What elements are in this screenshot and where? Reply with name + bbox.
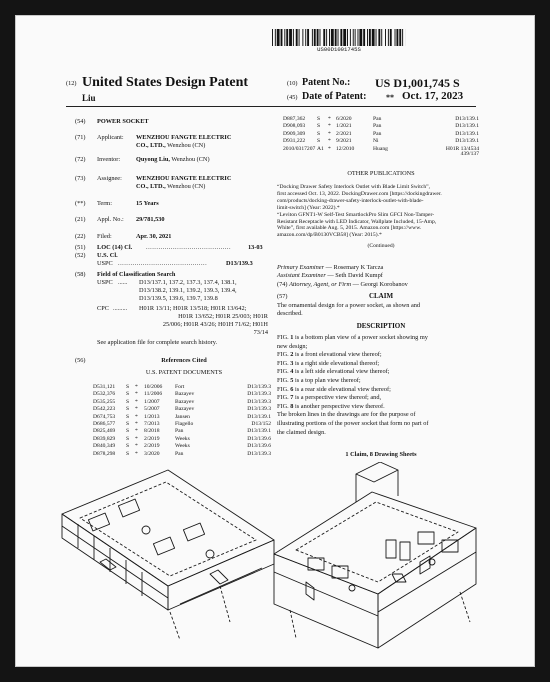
fs-uspc-label: USPC (97, 279, 113, 286)
description-line (277, 368, 389, 375)
ref-kind: S (317, 130, 321, 137)
barcode-bar (343, 29, 346, 46)
description-line (277, 394, 381, 401)
applicant-name: WENZHOU FANGTE ELECTRIC (136, 134, 232, 141)
barcode-bar (284, 29, 285, 46)
fig-caption: is a perspective view thereof; and, (293, 394, 382, 402)
ref-kind: S (317, 116, 321, 122)
fig-caption: is a left side elevational view thereof; (293, 368, 390, 376)
barcode-bar (353, 29, 354, 46)
term-value: 15 Years (136, 200, 159, 207)
ref-number: D840,349 (93, 443, 116, 450)
ref-star: * (328, 130, 331, 137)
publication-line: “Leviton GFNT1-W Self-Test SmartlockPro Slim GFCI Non-Tamper- (277, 211, 435, 218)
ref-star: * (328, 138, 331, 145)
ref-kind: S (126, 435, 130, 442)
ref-number: D535,255 (93, 398, 116, 405)
ref-number: D839,829 (93, 435, 116, 442)
fig-caption: is a bottom plan view of a power socket showing my (293, 334, 428, 341)
ref-kind: S (317, 138, 321, 145)
ref-class: D13/139.1 (455, 138, 479, 145)
barcode-bar (363, 29, 365, 46)
ref-number: D686,577 (93, 421, 116, 427)
attorney-label: Attorney, Agent, or Firm (289, 281, 352, 288)
ref-date: 2/2019 (144, 443, 160, 450)
ref-class: D13/139.3 (247, 384, 271, 390)
ref-date: 10/2006 (144, 384, 163, 390)
ref-class: D13/139.3 (247, 398, 271, 405)
barcode-bar (286, 29, 288, 46)
barcode-bar (399, 29, 401, 46)
date-label: Date of Patent: (302, 91, 367, 102)
ref-name: Fort (175, 384, 185, 390)
barcode-bar (355, 29, 356, 46)
ref-name: Weeks (175, 435, 190, 442)
ref-number: D878,298 (93, 450, 116, 457)
ref-date: 2/2019 (144, 435, 160, 442)
fig-number: 7 (290, 394, 294, 402)
appl-no-label: Appl. No.: (97, 216, 124, 223)
assignee-line2 (136, 183, 205, 190)
barcode-bar (335, 29, 337, 46)
claim-title: CLAIM (368, 292, 394, 300)
fs-uspc-line-3: D13/139.5, 139.6, 139.7, 139.8 (139, 295, 218, 302)
fig-prefix: FIG. (277, 368, 291, 376)
claims-sheets-summary: 1 Claim, 8 Drawing Sheets (345, 451, 417, 458)
barcode-bar (390, 29, 392, 46)
ref-star: * (135, 428, 138, 435)
ref-date: 2/2021 (336, 130, 352, 137)
publication-line: amazon.com/dp/B0130VCB58] (Year: 2015).* (277, 232, 382, 239)
code-52: (52) (75, 252, 86, 259)
ref-date: 5/2007 (144, 406, 160, 413)
inventor-surname: Liu (82, 93, 96, 103)
description-line (277, 403, 385, 410)
barcode-bar (329, 29, 330, 46)
barcode-number: US00D1001745S (317, 46, 361, 53)
description-line: illustrating portions of the power socket that form no part of (277, 420, 429, 427)
ref-number: D674,753 (93, 413, 116, 420)
barcode-bar (307, 29, 309, 46)
ref-star: * (135, 435, 138, 442)
barcode-bar (396, 29, 398, 46)
code-57: (57) (277, 293, 288, 300)
description-title: DESCRIPTION (356, 322, 406, 330)
ref-name: Pan (373, 116, 382, 122)
code-71: (71) (75, 134, 86, 141)
patent-date: Oct. 17, 2023 (402, 90, 464, 102)
publication-line: first accessed Oct. 13, 2022. DockingDrawer.com [https://dockingdrawer. (277, 190, 442, 197)
ref-number: D931,222 (283, 138, 306, 145)
barcode-bar (281, 29, 283, 46)
loc-value: 13-03 (248, 244, 263, 251)
ref-name: Bazayev (175, 406, 195, 413)
barcode-bar (314, 29, 316, 46)
description-line (277, 351, 382, 358)
primary-examiner-label: Primary Examiner (277, 264, 325, 271)
barcode-bar (369, 29, 371, 46)
assignee-name-2: CO., LTD., (136, 183, 166, 190)
ref-date: 6/2020 (336, 116, 352, 122)
fs-cpc-line-1: H01R 13/11; H01R 13/518; H01R 13/642; (139, 305, 247, 312)
ref-kind: S (126, 413, 130, 420)
publication-line: Resistant Receptacle with LED Indicator, Wallplate Included, 15-Amp, (277, 218, 437, 225)
ref-number: D531,121 (93, 384, 116, 390)
description-line (277, 334, 428, 341)
ref-kind: S (317, 123, 321, 130)
date-marker: ** (386, 93, 394, 102)
fig-caption: is a right side elevational thereof; (293, 359, 380, 367)
assistant-examiner-label: Assistant Examiner (277, 272, 326, 279)
fig-prefix: FIG. (277, 351, 291, 359)
ref-kind: S (126, 450, 130, 457)
assignee-name: WENZHOU FANGTE ELECTRIC (136, 175, 232, 182)
code-21: (21) (75, 216, 86, 223)
fig-prefix: FIG. (277, 385, 291, 393)
ref-star: * (135, 413, 138, 420)
barcode-bar (293, 29, 294, 46)
us-patent-docs-title: U.S. PATENT DOCUMENTS (145, 369, 223, 376)
ref-kind: S (126, 428, 130, 435)
fig-number: 5 (290, 377, 294, 384)
fig-number: 2 (290, 351, 294, 359)
barcode-bar (275, 29, 276, 46)
assignee-city: Wenzhou (CN) (165, 183, 206, 190)
primary-examiner (277, 264, 383, 271)
fs-cpc-label: CPC (97, 305, 109, 312)
barcode-bar (350, 29, 351, 46)
filed-label: Filed: (97, 233, 112, 240)
ref-class: D13/139.1 (247, 413, 271, 420)
ref-number: D825,469 (93, 428, 116, 435)
uspc-leader: ........................................... (118, 260, 208, 267)
barcode-bar (289, 29, 292, 46)
ref-kind: S (126, 421, 130, 427)
description-line: new design; (277, 342, 308, 350)
ref-name: Bazayev (175, 398, 195, 405)
ref-name: Pan (373, 130, 382, 137)
fs-cpc-line-4: 73/14 (253, 329, 268, 336)
code-term: (**) (75, 200, 86, 207)
ref-star: * (135, 443, 138, 450)
barcode-bar (305, 29, 306, 46)
fig-number: 4 (290, 368, 294, 376)
loc-leader: ......................................... (146, 244, 232, 251)
ref-name: Pan (373, 123, 382, 130)
fig-caption: is another perspective view thereof. (293, 402, 385, 410)
assistant-examiner (277, 272, 383, 279)
barcode-bar (340, 29, 342, 46)
barcode-bar (277, 29, 280, 46)
appl-no-value: 29/781,530 (136, 216, 165, 223)
fig-caption: is a top plan view thereof; (293, 377, 361, 384)
fs-cpc-dots: ......... (113, 305, 128, 312)
ref-class: D13/152 (251, 421, 271, 427)
patent-number: US D1,001,745 S (375, 76, 460, 90)
barcode-bar (378, 29, 380, 46)
filed-value: Apr. 30, 2021 (136, 233, 172, 240)
attorney-name: — Georgi Korobanov (351, 281, 408, 288)
ref-class: D13/139.6 (247, 435, 271, 442)
socket-view-right (274, 462, 476, 648)
description-line (277, 377, 361, 384)
inventor-label: Inventor: (97, 156, 121, 163)
ref-star: * (135, 391, 138, 398)
applicant-city: Wenzhou (CN) (165, 142, 206, 149)
socket-view-left (62, 470, 274, 640)
ref-kind: S (126, 391, 130, 398)
description-line: The broken lines in the drawings are for the purpose of (277, 411, 416, 419)
ref-star: * (135, 384, 138, 390)
code-72: (72) (75, 156, 86, 163)
fs-cpc-line-3: 25/006; H01R 43/26; H01H 71/62; H01H (162, 321, 268, 328)
fs-uspc-line-2: D13/138.2, 139.1, 139.2, 139.3, 139.4, (139, 287, 237, 294)
ref-name: Flagello (175, 421, 194, 427)
ref-date: 1/2013 (144, 413, 160, 420)
ref-star: * (328, 123, 331, 130)
ref-date: 11/2006 (144, 391, 163, 398)
refs-right-extra: 439/137 (460, 151, 479, 157)
fig-number: 1 (290, 334, 294, 341)
publication-line: limit-switch] (Year: 2022).* (277, 204, 340, 211)
ref-class: D13/139.3 (247, 391, 271, 398)
inventor-city: Wenzhou (CN) (169, 156, 210, 163)
ref-star: * (135, 421, 138, 427)
code-12: (12) (66, 80, 77, 87)
barcode-bar (272, 29, 273, 46)
attorney-code: (74) (277, 281, 288, 288)
search-history-note: See application file for complete search history. (97, 339, 218, 346)
primary-examiner-name: — Rosemary K Tarcza (324, 264, 384, 271)
ref-date: 12/2010 (336, 145, 355, 152)
fig-number: 3 (290, 359, 294, 367)
continued-note: (Continued) (367, 243, 395, 249)
code-56: (56) (75, 357, 86, 364)
fs-uspc-line-1: D13/137.1, 137.2, 137.3, 137.4, 138.1, (139, 279, 237, 286)
code-51: (51) (75, 244, 86, 251)
applicant-name-2: CO., LTD., (136, 142, 166, 149)
barcode-bar (372, 29, 375, 46)
ref-name: Huang (373, 145, 388, 152)
inventor-name: Quyong Liu, (136, 156, 170, 163)
ref-name: Ni (373, 138, 379, 145)
ref-kind: A1 (317, 145, 324, 152)
code-45: (45) (287, 94, 298, 101)
code-54: (54) (75, 118, 86, 125)
ref-class: D13/139.1 (455, 116, 479, 122)
barcode-bar (312, 29, 313, 46)
publication-line: com/products/docking-drawer-safety-interlock-outlet-with-blade- (277, 197, 424, 204)
barcode-bar (402, 29, 403, 46)
barcode-bar (358, 29, 359, 46)
fs-uspc-dots: ...... (118, 279, 128, 286)
uspc-label: USPC (97, 260, 113, 267)
assignee-label: Assignee: (97, 175, 122, 182)
ref-name: Jansen (175, 413, 190, 420)
ref-kind: S (126, 443, 130, 450)
applicant-label: Applicant: (97, 134, 124, 141)
barcode-bar (299, 29, 300, 46)
ref-name: Bazayev (175, 391, 195, 398)
publication-line: “Docking Drawer Safety Interlock Outlet with Blade Limit Switch”, (277, 184, 431, 190)
ref-date: 9/2021 (336, 138, 352, 145)
fig-caption: is a front elevational view thereof; (293, 351, 382, 359)
barcode-bar (381, 29, 382, 46)
barcode-bar (347, 29, 348, 46)
fig-prefix: FIG. (277, 377, 291, 384)
ref-class: H01R 13/4534 (445, 145, 479, 152)
assistant-examiner-name: — Seth David Kumpf (325, 272, 383, 279)
ref-number: D532,376 (93, 391, 116, 398)
barcode-bar (338, 29, 339, 46)
barcode-image (272, 29, 406, 46)
barcode-bar (331, 29, 334, 46)
fig-prefix: FIG. (277, 359, 291, 367)
ref-date: 3/2020 (144, 450, 160, 457)
ref-class: D13/139.1 (247, 428, 271, 435)
description-line: the claimed design. (277, 428, 326, 436)
term-label: Term: (97, 200, 112, 207)
ref-class: D13/139.6 (247, 443, 271, 450)
ref-number: D542,223 (93, 406, 116, 413)
ref-kind: S (126, 406, 130, 413)
ref-date: 7/2013 (144, 421, 160, 427)
ref-name: Pan (175, 450, 184, 457)
ref-name: Weeks (175, 443, 190, 450)
applicant-line2 (136, 142, 205, 149)
code-58: (58) (75, 271, 86, 278)
attorney (277, 281, 408, 288)
ref-kind: S (126, 384, 130, 390)
ref-star: * (135, 398, 138, 405)
barcode-bar (320, 29, 321, 46)
ref-date: 1/2007 (144, 398, 160, 405)
loc-label: LOC (14) Cl. (97, 244, 133, 251)
barcode-bar (395, 29, 396, 46)
ref-number: D887,362 (283, 116, 306, 122)
ref-class: D13/139.1 (455, 123, 479, 130)
description-line (277, 360, 379, 367)
barcode-bar (302, 29, 303, 46)
references-title: References Cited (161, 357, 207, 364)
ref-date: 8/2018 (144, 428, 160, 435)
ref-kind: S (126, 398, 130, 405)
ref-star: * (135, 450, 138, 457)
publication-line: White”, first available Aug. 5, 2015. Amazon.com [https://www. (277, 225, 422, 232)
ref-class: D13/139.1 (455, 130, 479, 137)
claim-line-1: The ornamental design for a power socket, as shown and (277, 302, 421, 309)
ref-star: * (135, 406, 138, 413)
patent-number-label: Patent No.: (302, 77, 351, 88)
fig-prefix: FIG. (277, 402, 291, 410)
uspc-value: D13/139.3 (226, 260, 253, 267)
code-73: (73) (75, 175, 86, 182)
barcode-bar (388, 29, 389, 46)
barcode-bar (317, 29, 319, 46)
fig-prefix: FIG. (277, 394, 291, 402)
title-field: POWER SOCKET (97, 118, 149, 125)
ref-number: D909,309 (283, 130, 306, 137)
code-22: (22) (75, 233, 86, 240)
fig-prefix: FIG. (277, 334, 291, 341)
fig-number: 6 (290, 385, 294, 393)
ref-number: D908,093 (283, 123, 306, 130)
barcode-bar (323, 29, 325, 46)
header-rule (66, 106, 476, 107)
ref-number: 2010/0317207 (283, 145, 316, 152)
ref-class: D13/139.3 (247, 450, 271, 457)
claim-line-2: described. (277, 310, 303, 317)
barcode-bar (359, 29, 362, 46)
fs-cpc-line-2: H01R 13/652; H01R 25/003; H01R (178, 313, 268, 320)
power-socket-drawing (60, 462, 490, 654)
ref-star: * (328, 116, 331, 122)
fig-caption: is a rear side elevational view thereof; (293, 385, 391, 393)
barcode-bar (296, 29, 298, 46)
ref-class: D13/139.3 (247, 406, 271, 413)
inventor-line (136, 156, 210, 163)
barcode-bar (376, 29, 377, 46)
field-search-label: Field of Classification Search (97, 271, 176, 278)
uscl-label: U.S. Cl. (97, 252, 118, 259)
barcode-bar (326, 29, 327, 46)
ref-date: 1/2021 (336, 123, 352, 130)
document-title: United States Design Patent (82, 75, 249, 90)
code-10: (10) (287, 80, 298, 87)
barcode-bar (367, 29, 368, 46)
fig-number: 8 (290, 402, 294, 410)
description-line (277, 386, 391, 393)
ref-name: Pan (175, 428, 184, 435)
barcode-bar (385, 29, 386, 46)
other-publications-title: OTHER PUBLICATIONS (347, 170, 415, 177)
ref-star: * (328, 145, 331, 152)
